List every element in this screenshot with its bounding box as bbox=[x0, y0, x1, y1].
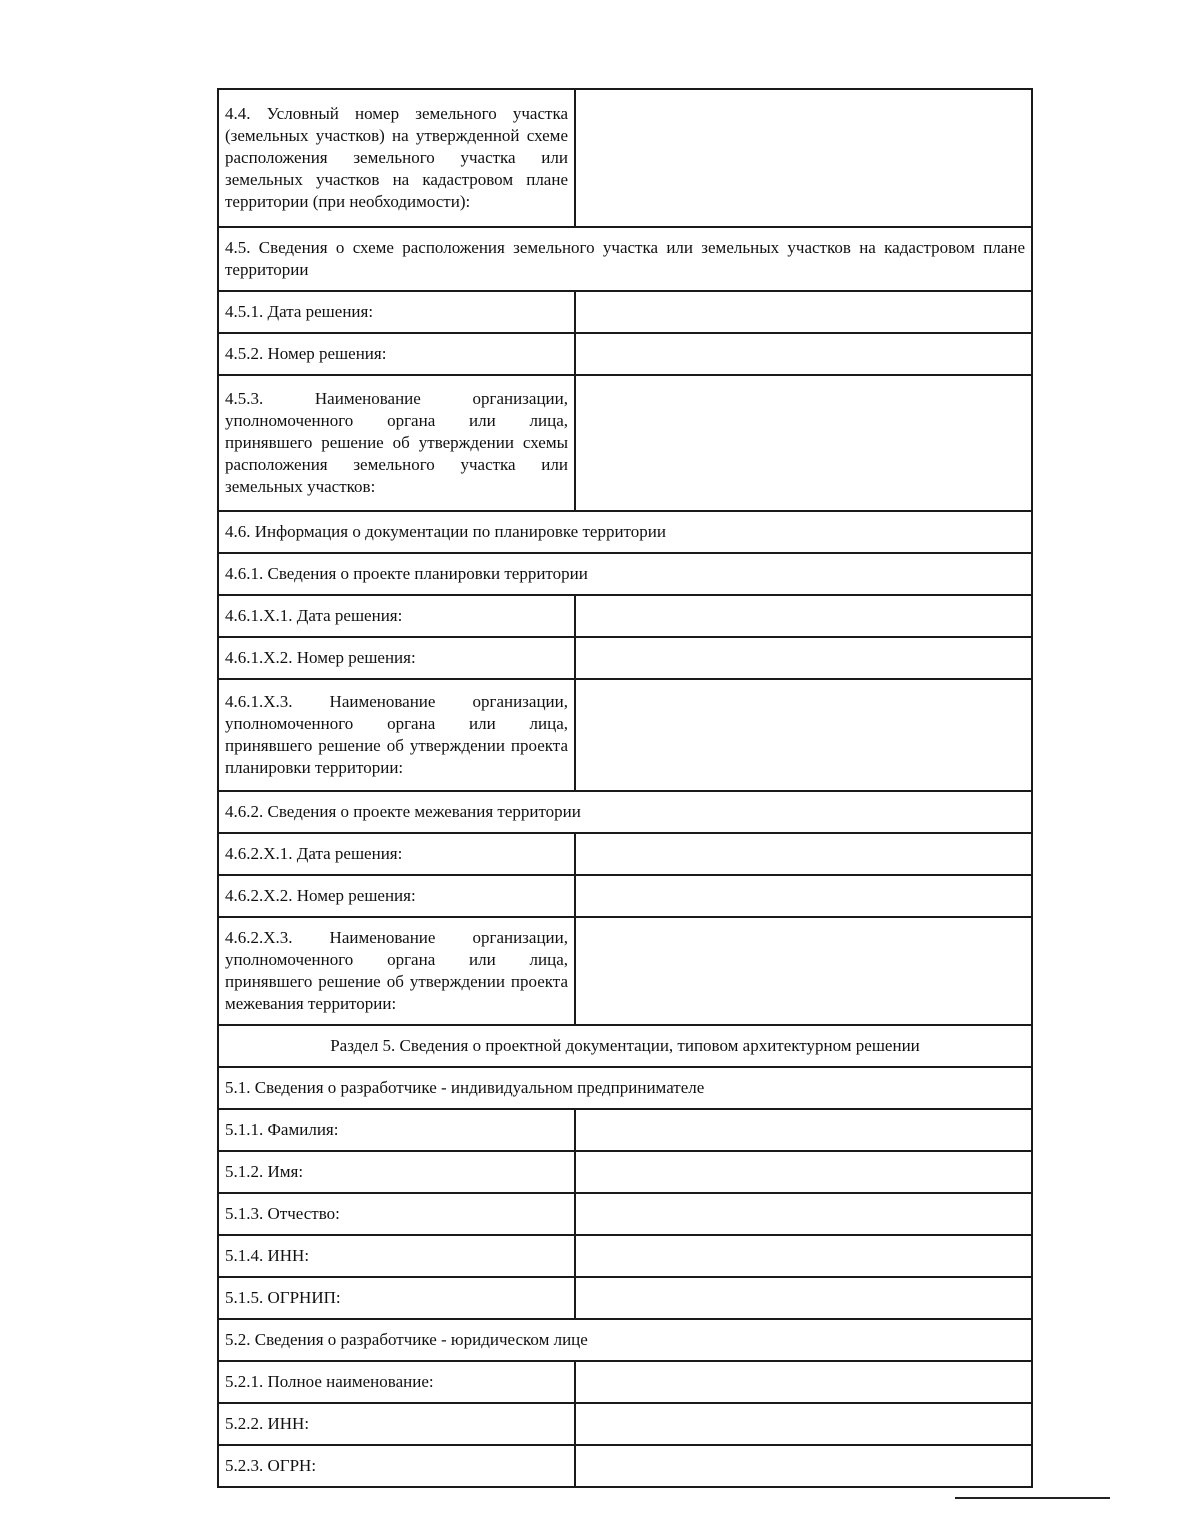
table-row bbox=[218, 1067, 1032, 1109]
table-row bbox=[218, 553, 1032, 595]
footer-rule bbox=[955, 1497, 1110, 1499]
section-5-heading: Раздел 5. Сведения о проектной документации, типовом архитектурном решении bbox=[218, 1025, 1032, 1067]
table-row bbox=[218, 1109, 1032, 1151]
table-row bbox=[218, 1277, 1032, 1319]
value-4-4[interactable] bbox=[575, 89, 1032, 227]
table-row bbox=[218, 791, 1032, 833]
value-5-1-3[interactable] bbox=[575, 1193, 1032, 1235]
table-row bbox=[218, 227, 1032, 291]
value-4-6-2-x3[interactable] bbox=[575, 917, 1032, 1025]
label-5-2-1: 5.2.1. Полное наименование: bbox=[218, 1361, 575, 1403]
value-4-6-1-x1[interactable] bbox=[575, 595, 1032, 637]
label-5-1-1: 5.1.1. Фамилия: bbox=[218, 1109, 575, 1151]
heading-4-6: 4.6. Информация о документации по планировке территории bbox=[218, 511, 1032, 553]
value-4-6-2-x1[interactable] bbox=[575, 833, 1032, 875]
heading-5-2: 5.2. Сведения о разработчике - юридическом лице bbox=[218, 1319, 1032, 1361]
label-5-1-3: 5.1.3. Отчество: bbox=[218, 1193, 575, 1235]
table-row bbox=[218, 595, 1032, 637]
value-5-2-1[interactable] bbox=[575, 1361, 1032, 1403]
value-5-1-2[interactable] bbox=[575, 1151, 1032, 1193]
label-4-4: 4.4. Условный номер земельного участка (земельных участков) на утвержденной схеме расположения земельного участка или земельных участков на кадастровом плане территории (при необходимости): bbox=[218, 89, 575, 227]
table-row bbox=[218, 1025, 1032, 1067]
table-row bbox=[218, 679, 1032, 791]
label-4-5-2: 4.5.2. Номер решения: bbox=[218, 333, 575, 375]
value-5-2-2[interactable] bbox=[575, 1403, 1032, 1445]
label-4-5-1: 4.5.1. Дата решения: bbox=[218, 291, 575, 333]
table-row bbox=[218, 875, 1032, 917]
table-row bbox=[218, 89, 1032, 227]
table-row bbox=[218, 1193, 1032, 1235]
value-4-5-2[interactable] bbox=[575, 333, 1032, 375]
heading-4-6-2: 4.6.2. Сведения о проекте межевания территории bbox=[218, 791, 1032, 833]
value-4-6-2-x2[interactable] bbox=[575, 875, 1032, 917]
label-4-6-2-x1: 4.6.2.X.1. Дата решения: bbox=[218, 833, 575, 875]
table-row bbox=[218, 1235, 1032, 1277]
value-4-6-1-x2[interactable] bbox=[575, 637, 1032, 679]
table-row bbox=[218, 917, 1032, 1025]
value-5-1-5[interactable] bbox=[575, 1277, 1032, 1319]
table-row bbox=[218, 1403, 1032, 1445]
label-4-6-1-x2: 4.6.1.X.2. Номер решения: bbox=[218, 637, 575, 679]
label-5-1-5: 5.1.5. ОГРНИП: bbox=[218, 1277, 575, 1319]
label-4-6-1-x1: 4.6.1.X.1. Дата решения: bbox=[218, 595, 575, 637]
label-5-1-2: 5.1.2. Имя: bbox=[218, 1151, 575, 1193]
value-4-5-1[interactable] bbox=[575, 291, 1032, 333]
label-4-6-2-x3: 4.6.2.X.3. Наименование организации, уполномоченного органа или лица, принявшего решение об утверждении проекта межевания территории: bbox=[218, 917, 575, 1025]
table-row bbox=[218, 1445, 1032, 1487]
label-4-6-2-x2: 4.6.2.X.2. Номер решения: bbox=[218, 875, 575, 917]
label-5-2-2: 5.2.2. ИНН: bbox=[218, 1403, 575, 1445]
label-5-2-3: 5.2.3. ОГРН: bbox=[218, 1445, 575, 1487]
label-5-1-4: 5.1.4. ИНН: bbox=[218, 1235, 575, 1277]
value-5-2-3[interactable] bbox=[575, 1445, 1032, 1487]
value-4-5-3[interactable] bbox=[575, 375, 1032, 511]
table-row bbox=[218, 1361, 1032, 1403]
table-row bbox=[218, 1151, 1032, 1193]
table-row bbox=[218, 333, 1032, 375]
label-4-5-3: 4.5.3. Наименование организации, уполномоченного органа или лица, принявшего решение об утверждении схемы расположения земельного участка или земельных участков: bbox=[218, 375, 575, 511]
table-row bbox=[218, 637, 1032, 679]
label-4-6-1-x3: 4.6.1.X.3. Наименование организации, уполномоченного органа или лица, принявшего решение об утверждении проекта планировки территории: bbox=[218, 679, 575, 791]
value-4-6-1-x3[interactable] bbox=[575, 679, 1032, 791]
table-row bbox=[218, 833, 1032, 875]
heading-4-6-1: 4.6.1. Сведения о проекте планировки территории bbox=[218, 553, 1032, 595]
form-table bbox=[217, 88, 1033, 1488]
heading-4-5: 4.5. Сведения о схеме расположения земельного участка или земельных участков на кадастровом плане территории bbox=[218, 227, 1032, 291]
table-row bbox=[218, 291, 1032, 333]
value-5-1-4[interactable] bbox=[575, 1235, 1032, 1277]
table-row bbox=[218, 1319, 1032, 1361]
table-row bbox=[218, 375, 1032, 511]
value-5-1-1[interactable] bbox=[575, 1109, 1032, 1151]
table-row bbox=[218, 511, 1032, 553]
heading-5-1: 5.1. Сведения о разработчике - индивидуальном предпринимателе bbox=[218, 1067, 1032, 1109]
